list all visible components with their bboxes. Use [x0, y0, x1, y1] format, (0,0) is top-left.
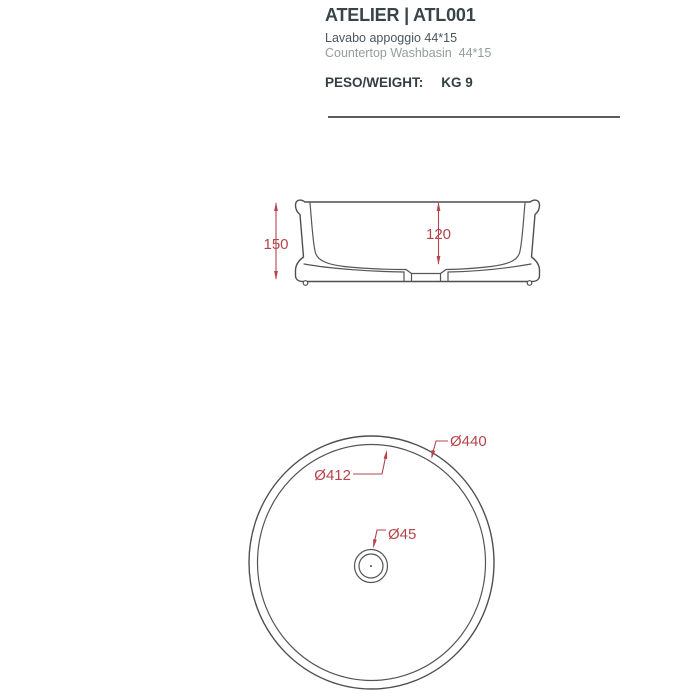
- arrow-icon: [384, 450, 388, 459]
- underside-skirt-right: [448, 264, 531, 272]
- dimension-drain-diameter: [373, 526, 416, 549]
- basin-outer-profile: [296, 200, 540, 281]
- bowl-inner-wall-right: [446, 203, 525, 270]
- dimension-label-120: 120: [425, 226, 452, 243]
- drain-recess: [406, 270, 446, 274]
- arrow-down-icon: [437, 256, 441, 265]
- product-subtitle-english: Countertop Washbasin 44*15: [325, 46, 492, 60]
- dimension-label-d45: Ø45: [388, 526, 417, 543]
- product-title: ATELIER | ATL001: [325, 5, 476, 25]
- arrow-up-icon: [274, 202, 278, 211]
- dimension-label-d440: Ø440: [450, 433, 487, 450]
- weight-value: KG 9: [441, 75, 473, 90]
- product-subtitle-italian: Lavabo appoggio 44*15: [325, 31, 458, 45]
- dimension-outer-diameter: [432, 433, 487, 459]
- arrow-icon: [373, 539, 377, 549]
- weight-label: PESO/WEIGHT:: [325, 75, 424, 90]
- side-view: [296, 200, 540, 285]
- dimension-label-150: 150: [263, 236, 289, 253]
- leader-line: [353, 452, 387, 474]
- dimension-basin-depth: [426, 202, 451, 265]
- dimension-overall-height: [263, 202, 288, 280]
- foot-pad-left: [303, 281, 308, 286]
- inner-rim-circle: [258, 445, 486, 681]
- arrow-up-icon: [437, 202, 441, 211]
- foot-pad-right: [527, 281, 532, 286]
- leader-line: [432, 441, 448, 457]
- bowl-inner-wall-left: [310, 203, 406, 270]
- leader-line: [374, 530, 386, 546]
- dimension-label-d412: Ø412: [314, 467, 351, 484]
- arrow-down-icon: [274, 271, 278, 280]
- drain-center-mark: [370, 565, 372, 567]
